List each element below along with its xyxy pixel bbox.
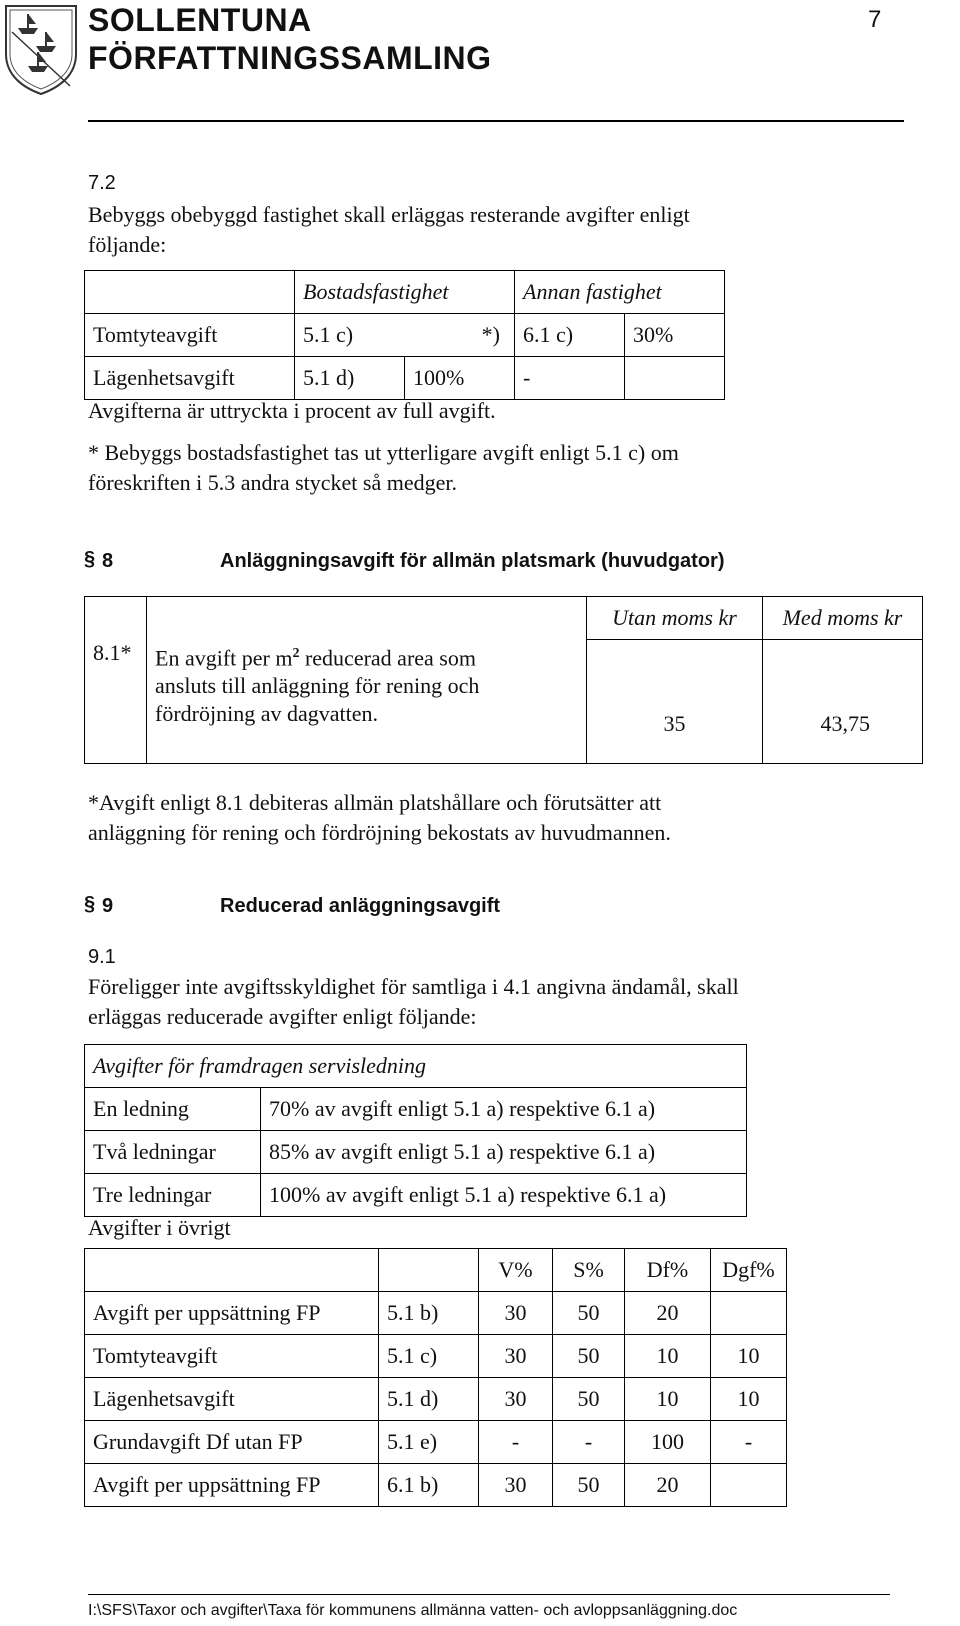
- bostad-value: 100%: [405, 357, 515, 400]
- row-text-part: En avgift per m: [155, 644, 293, 670]
- org-name-line2: FÖRFATTNINGSSAMLING: [88, 40, 492, 76]
- table-row: [85, 1378, 787, 1421]
- superscript: 2: [292, 645, 300, 661]
- column-header-s: S%: [553, 1249, 625, 1292]
- section-8-note-line2: anläggning för rening och fördröjning bekostats av huvudmannen.: [88, 820, 671, 845]
- table-row: [85, 1421, 787, 1464]
- table-row: [85, 314, 725, 357]
- dgf-value: [711, 1292, 787, 1335]
- section-8-note-line1: *Avgift enligt 8.1 debiteras allmän platshållare och förutsätter att: [88, 790, 662, 815]
- v-value: 30: [479, 1378, 553, 1421]
- s-value: 50: [553, 1464, 625, 1507]
- annan-ref: -: [515, 357, 625, 400]
- table-cell: [85, 597, 147, 640]
- row-number: 8.1*: [85, 640, 147, 764]
- service-line-table: [84, 1044, 747, 1217]
- table-8: [84, 596, 923, 764]
- utan-moms-value: 35: [587, 640, 763, 764]
- table-cell: [85, 1249, 379, 1292]
- table-row: [85, 1131, 747, 1174]
- section-symbol: §: [84, 893, 96, 915]
- row-label: Tomtyteavgift: [85, 1335, 379, 1378]
- row-text-part: reducerad area som: [299, 644, 476, 670]
- row-label: Lägenhetsavgift: [85, 1378, 379, 1421]
- column-header-df: Df%: [625, 1249, 711, 1292]
- section-9-title: Reducerad anläggningsavgift: [220, 895, 501, 917]
- annan-value: [625, 357, 725, 400]
- column-header-utan-moms: Utan moms kr: [587, 597, 763, 640]
- org-name-line1: SOLLENTUNA: [88, 2, 312, 38]
- footer-file-path: I:\SFS\Taxor och avgifter\Taxa för kommunens allmänna vatten- och avloppsanläggning.doc: [88, 1602, 738, 1619]
- row-description: [147, 640, 587, 764]
- section-7-2-intro-line2: följande:: [88, 232, 167, 257]
- column-header-dgf: Dgf%: [711, 1249, 787, 1292]
- s-value: -: [553, 1421, 625, 1464]
- column-header-med-moms: Med moms kr: [763, 597, 923, 640]
- bostad-ref: 5.1 c): [295, 314, 405, 357]
- section-9-number: 9: [102, 895, 114, 917]
- table-cell: [85, 271, 295, 314]
- page-number: 7: [868, 6, 882, 33]
- dgf-value: 10: [711, 1335, 787, 1378]
- service-table-heading: Avgifter för framdragen servisledning: [85, 1045, 747, 1088]
- table-row: [85, 357, 725, 400]
- row-ref: 6.1 b): [379, 1464, 479, 1507]
- annan-value: 30%: [625, 314, 725, 357]
- table-row: [85, 640, 923, 764]
- section-7-2-number: 7.2: [88, 172, 116, 194]
- df-value: 10: [625, 1378, 711, 1421]
- section-7-2-note2-line1: * Bebyggs bostadsfastighet tas ut ytterligare avgift enligt 5.1 c) om: [88, 440, 679, 465]
- row-label: Grundavgift Df utan FP: [85, 1421, 379, 1464]
- bostad-value: *): [405, 314, 515, 357]
- bostad-ref: 5.1 d): [295, 357, 405, 400]
- df-value: 10: [625, 1335, 711, 1378]
- row-text-line: fördröjning av dagvatten.: [155, 700, 378, 726]
- row-label: Tomtyteavgift: [85, 314, 295, 357]
- footer-rule: [88, 1594, 890, 1595]
- row-text-line: ansluts till anläggning för rening och: [155, 672, 480, 698]
- s-value: 50: [553, 1335, 625, 1378]
- s-value: 50: [553, 1292, 625, 1335]
- table-cell: [379, 1249, 479, 1292]
- row-ref: 5.1 d): [379, 1378, 479, 1421]
- med-moms-value: 43,75: [763, 640, 923, 764]
- row-ref: 5.1 e): [379, 1421, 479, 1464]
- section-8-title: Anläggningsavgift för allmän platsmark (huvudgator): [220, 550, 725, 572]
- other-fees-table: [84, 1248, 787, 1507]
- row-text: 100% av avgift enligt 5.1 a) respektive 6.1 a): [261, 1174, 747, 1217]
- section-9-1-number: 9.1: [88, 946, 116, 968]
- row-ref: 5.1 c): [379, 1335, 479, 1378]
- row-label: Två ledningar: [85, 1131, 261, 1174]
- row-label: Avgift per uppsättning FP: [85, 1464, 379, 1507]
- dgf-value: 10: [711, 1378, 787, 1421]
- row-text: 85% av avgift enligt 5.1 a) respektive 6.1 a): [261, 1131, 747, 1174]
- section-7-2-intro-line1: Bebyggs obebyggd fastighet skall erläggas resterande avgifter enligt: [88, 202, 690, 227]
- table-row: [85, 1045, 747, 1088]
- column-header-annan: Annan fastighet: [515, 271, 725, 314]
- v-value: 30: [479, 1335, 553, 1378]
- section-9-intro-line1: Föreligger inte avgiftsskyldighet för samtliga i 4.1 angivna ändamål, skall: [88, 974, 739, 999]
- row-label: En ledning: [85, 1088, 261, 1131]
- table-cell: [147, 597, 587, 640]
- table-row: [85, 271, 725, 314]
- v-value: 30: [479, 1292, 553, 1335]
- dgf-value: [711, 1464, 787, 1507]
- row-ref: 5.1 b): [379, 1292, 479, 1335]
- municipal-crest-logo: [2, 2, 80, 96]
- row-label: Tre ledningar: [85, 1174, 261, 1217]
- table-row: [85, 1335, 787, 1378]
- df-value: 100: [625, 1421, 711, 1464]
- table-row: [85, 1464, 787, 1507]
- table-row: [85, 597, 923, 640]
- row-label: Avgift per uppsättning FP: [85, 1292, 379, 1335]
- header-rule: [88, 120, 904, 122]
- v-value: -: [479, 1421, 553, 1464]
- annan-ref: 6.1 c): [515, 314, 625, 357]
- v-value: 30: [479, 1464, 553, 1507]
- other-fees-heading: Avgifter i övrigt: [88, 1215, 231, 1240]
- table-row: [85, 1249, 787, 1292]
- df-value: 20: [625, 1292, 711, 1335]
- section-8-number: 8: [102, 550, 114, 572]
- column-header-bostad: Bostadsfastighet: [295, 271, 515, 314]
- section-9-intro-line2: erläggas reducerade avgifter enligt följande:: [88, 1004, 477, 1029]
- row-label: Lägenhetsavgift: [85, 357, 295, 400]
- table-row: [85, 1174, 747, 1217]
- section-7-2-note1: Avgifterna är uttryckta i procent av full avgift.: [88, 398, 496, 423]
- row-text: 70% av avgift enligt 5.1 a) respektive 6.1 a): [261, 1088, 747, 1131]
- table-7-2: [84, 270, 725, 400]
- table-row: [85, 1088, 747, 1131]
- column-header-v: V%: [479, 1249, 553, 1292]
- section-symbol: §: [84, 548, 96, 570]
- table-row: [85, 1292, 787, 1335]
- df-value: 20: [625, 1464, 711, 1507]
- s-value: 50: [553, 1378, 625, 1421]
- dgf-value: -: [711, 1421, 787, 1464]
- section-7-2-note2-line2: föreskriften i 5.3 andra stycket så medger.: [88, 470, 457, 495]
